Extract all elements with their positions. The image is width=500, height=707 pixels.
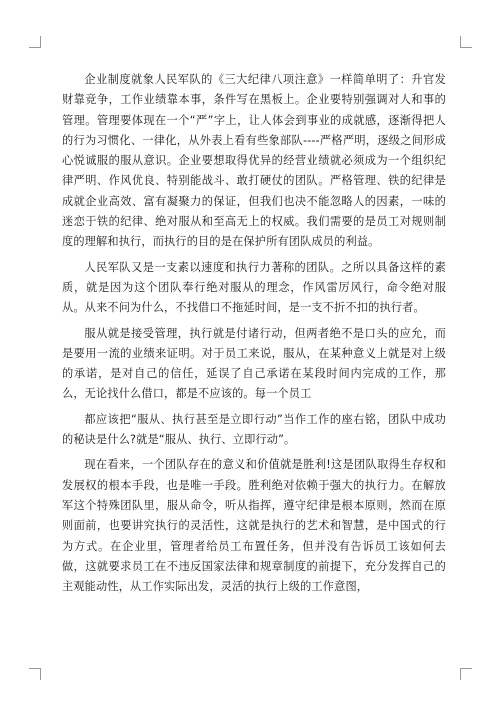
paragraph-1: 企业制度就象人民军队的《三大纪律八项注意》一样简单明了：升官发财靠竞争，工作业绩靠本事，条件写在黑板上。企业要特别强调对人和事的管理。管理要体现在一个“严”字上，让人体会到事业的成就感，逐渐得把人的行为习惯化、一律化，从外表上看有些象部队----严格严明，逐级之间形成心悦诚服的服从意识。企业要想取得优异的经营业绩就必须成为一个组织纪律严明、作风优良、特别能战斗、敢打硬仗的团队。严格管理、铁的纪律是成就企业高效、富有凝聚力的保证，但我们也决不能忽略人的因素，一味的迷恋于铁的纪律、绝对服从和至高无上的权威。我们需要的是员工对规则制度的理解和执行，而执行的目的是在保护所有团队成员的利益。 <box>62 73 446 249</box>
paragraph-5: 现在看来，一个团队存在的意义和价值就是胜利!这是团队取得生存权和发展权的根本手段，也是唯一手段。胜利绝对依赖于强大的执行力。在解放军这个特殊团队里，服从命令，听从指挥，遵守纪律是根本原则，然而在原则面前，也要讲究执行的灵活性，这就是执行的艺术和智慧，是中国式的行为方式。在企业里，管理者给员工布置任务，但并没有告诉员工该如何去做，这就要求员工在不违反国家法律和规章制度的前提下，充分发挥自己的主观能动性，从工作实际出发，灵活的执行上级的工作意图， <box>62 458 446 594</box>
crop-mark-top-right <box>460 36 472 48</box>
crop-mark-bottom-left <box>29 668 41 680</box>
paragraph-3: 服从就是接受管理，执行就是付诸行动，但两者绝不是口头的应允，而是要用一流的业绩来证明。对于员工来说，服从，在某种意义上就是对上级的承诺，是对自己的信任，延误了自己承诺在某段时间内完成的工作，那么，无论找什么借口，都是不应该的。每一个员工 <box>62 326 446 401</box>
crop-mark-bottom-right <box>460 668 472 680</box>
crop-mark-top-left <box>29 36 41 48</box>
paragraph-4: 都应该把“服从、执行甚至是立即行动”当作工作的座右铭，团队中成功的秘诀是什么?就是“服从、执行、立即行动”。 <box>62 412 446 447</box>
document-body <box>62 70 446 597</box>
paragraph-2: 人民军队又是一支素以速度和执行力著称的团队。之所以具备这样的素质，就是因为这个团队奉行绝对服从的理念，作风雷厉风行，命令绝对服从。从来不问为什么，不找借口不拖延时间，是一支不折不扣的执行者。 <box>62 260 446 315</box>
